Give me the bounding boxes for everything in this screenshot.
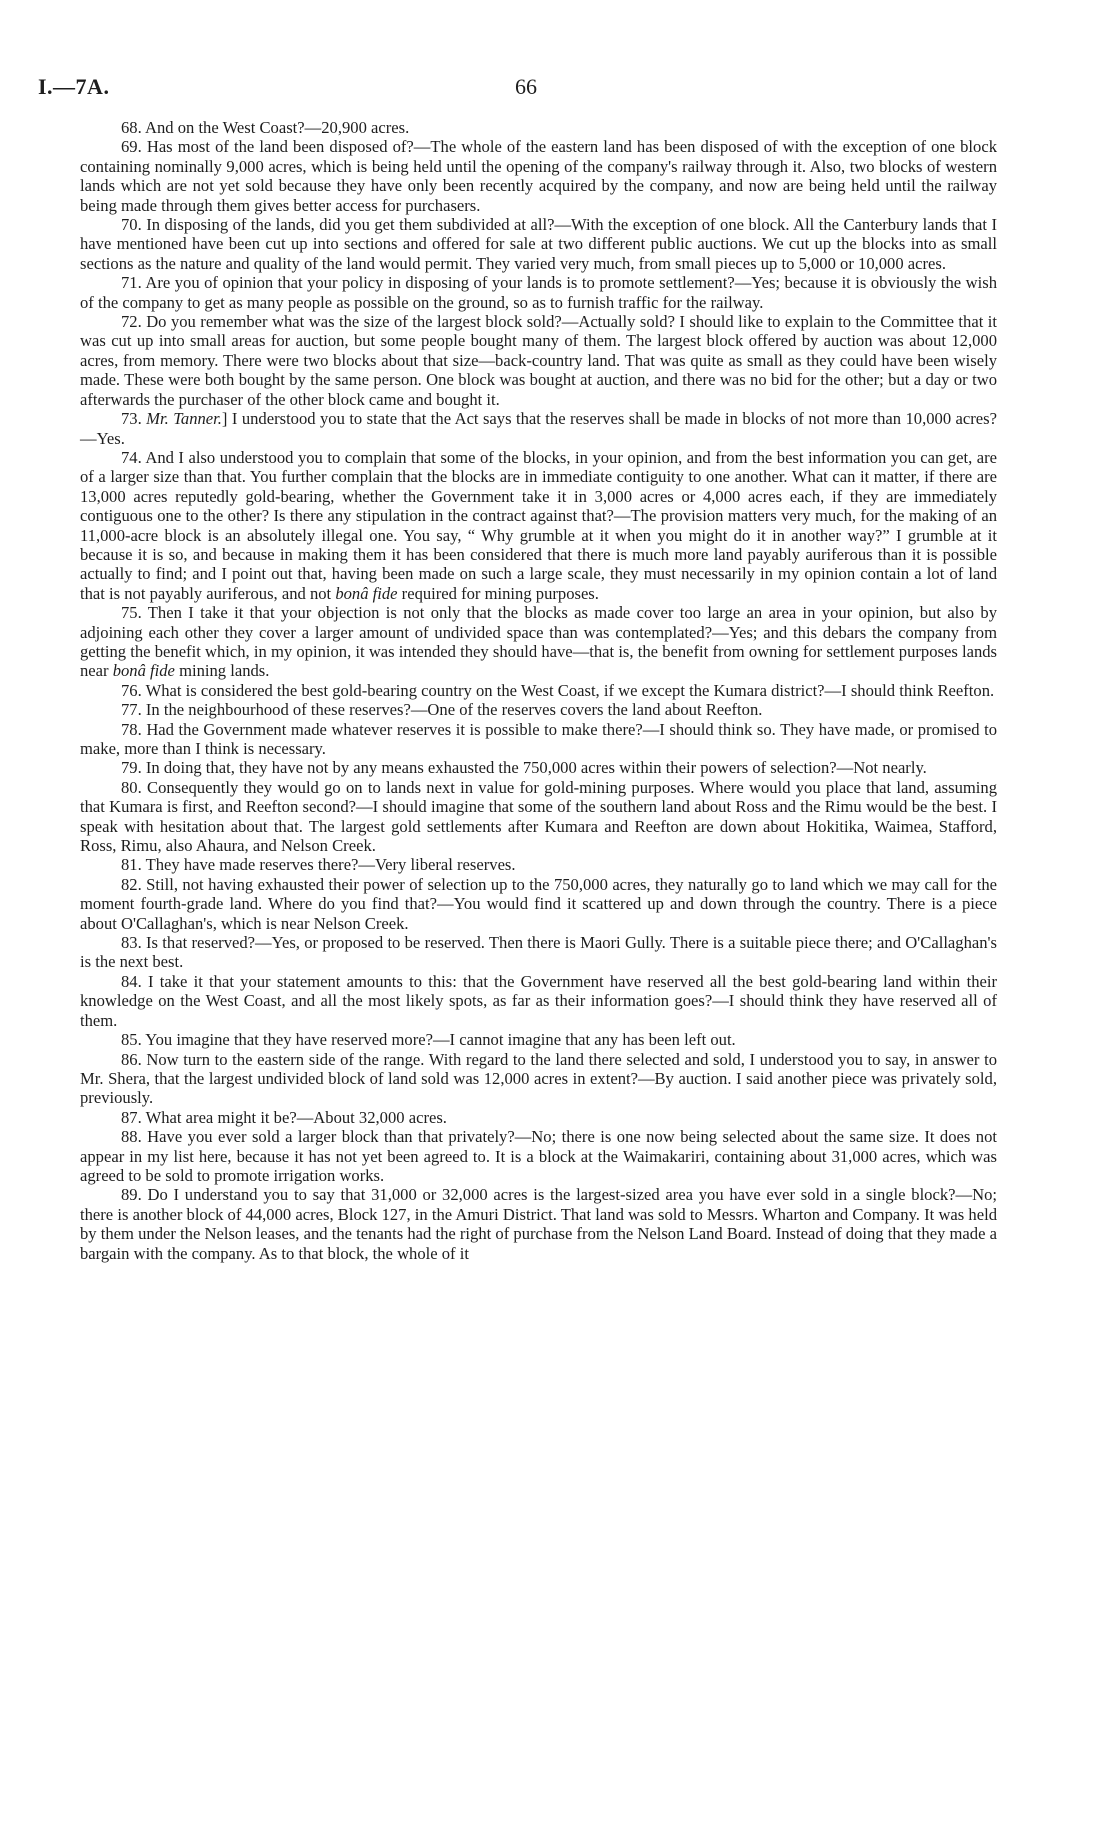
paragraph-85 — [80, 1030, 997, 1049]
paragraph-text: required for mining purposes. — [397, 583, 599, 603]
paragraph-text: 88. Have you ever sold a larger block than that privately?—No; there is one now being selected about the same size. It does not appear in my list here, because it has not yet been agreed to. It is a block at the Waimakariri, containing about 31,000 acres, which was agreed to be sold to promote irrigation works. — [80, 1127, 997, 1185]
paragraph-text: 68. And on the West Coast?—20,900 acres. — [121, 118, 410, 137]
paragraph-75 — [80, 603, 997, 681]
paragraph-83 — [80, 933, 997, 972]
paragraph-text: 78. Had the Government made whatever reserves it is possible to make there?—I should think so. They have made, or promised to make, more than I think is necessary. — [80, 719, 997, 758]
paragraph-text: 76. What is considered the best gold-bearing country on the West Coast, if we except the Kumara district?—I should think Reefton. — [121, 680, 995, 700]
page-header — [38, 74, 1038, 104]
paragraph-text: 81. They have made reserves there?—Very liberal reserves. — [121, 855, 516, 875]
paragraph-text: 87. What area might it be?—About 32,000 acres. — [121, 1107, 447, 1127]
paragraph-text: 79. In doing that, they have not by any means exhausted the 750,000 acres within their powers of selection?—Not nearly. — [121, 758, 927, 778]
paragraph-70 — [80, 215, 997, 273]
paragraph-84 — [80, 972, 997, 1030]
paragraph-text: 82. Still, not having exhausted their power of selection up to the 750,000 acres, they naturally go to land which we may call for the moment fourth-grade land. Where do you find that?—You would find it scattered up and down through the country. There is a piece about O'Callaghan's, which is near Nelson Creek. — [80, 874, 997, 933]
paragraph-text: 80. Consequently they would go on to lands next in value for gold-mining purposes. Where would you place that land, assuming that Kumara is first, and Reefton second?—I should imagine that some of the southern land about Ross and the Rimu would be the best. I speak with hesitation about that. The largest gold settlements after Kumara and Reefton are down about Hokitika, Waimea, Stafford, Ross, Rimu, also Ahaura, and Nelson Creek. — [80, 777, 997, 856]
paragraph-88 — [80, 1127, 997, 1185]
paragraph-69 — [80, 137, 997, 215]
document-body — [80, 118, 997, 1263]
paragraph-text: 84. I take it that your statement amounts to this: that the Government have reserved all the best gold-bearing land within their knowledge on the West Coast, and all the most likely spots, as far as their information goes?—I should think they have reserved all of them. — [80, 971, 997, 1030]
paragraph-text: 77. In the neighbourhood of these reserves?—One of the reserves covers the land about Reefton. — [121, 700, 763, 720]
italic-phrase: bonâ fide — [335, 583, 398, 603]
paragraph-82 — [80, 875, 997, 933]
paragraph-text: 83. Is that reserved?—Yes, or proposed to be reserved. Then there is Maori Gully. There is a suitable piece there; and O'Callaghan's is the next best. — [80, 933, 997, 972]
paragraph-text: 69. Has most of the land been disposed of?—The whole of the eastern land has been disposed of with the exception of one block containing nominally 9,000 acres, which is being held until the opening of the company's railway through it. Also, two blocks of western lands which are not yet sold because they have only been recently acquired by the company, and now are being held until the railway being made through them gives better access for purchasers. — [80, 137, 997, 215]
paragraph-89 — [80, 1185, 997, 1263]
paragraph-text: 74. And I also understood you to complain that some of the blocks, in your opinion, and from the best information you can get, are of a larger size than that. You further complain that the blocks are in immediate contiguity to one another. What can it matter, if there are 13,000 acres reputedly gold-bearing, whether the Government take it in 3,000 acres or 4,000 acres each, if they are immediately contiguous one to the other? Is there any stipulation in the contract against that?—The provision matters very much, for the making of an 11,000-acre block is an absolutely illegal one. You say, “ Why grumble at it when you might do it in another way?” I grumble at it because it is so, and because in making them it has been considered that there is much more land payably auriferous than it is possible actually to find; and I point out that, having been made on such a large scale, they must necessarily in my opinion contain a lot of land that is not payably auriferous, and not — [80, 447, 997, 603]
paragraph-text: 89. Do I understand you to say that 31,000 or 32,000 acres is the largest-sized area you have ever sold in a single block?—No; there is another block of 44,000 acres, Block 127, in the Amuri District. That land was sold to Messrs. Wharton and Company. It was held by them under the Nelson leases, and the tenants had the right of purchase from the Nelson Land Board. Instead of doing that they made a bargain with the company. As to that block, the whole of it — [80, 1185, 997, 1263]
paragraph-text: 70. In disposing of the lands, did you get them subdivided at all?—With the exception of one block. All the Canterbury lands that I have mentioned have been cut up into sections and offered for sale at two different public auctions. We cut up the blocks into as small sections as the nature and quality of the land would permit. They varied very much, from small pieces up to 5,000 or 10,000 acres. — [80, 215, 997, 273]
document-code: I.—7A. — [38, 74, 110, 99]
paragraph-text: 85. You imagine that they have reserved more?—I cannot imagine that any has been left out. — [121, 1030, 736, 1050]
paragraph-81 — [80, 855, 997, 874]
paragraph-text: 71. Are you of opinion that your policy in disposing of your lands is to promote settlement?—Yes; because it is obviously the wish of the company to get as many people as possible on the ground, so as to furnish traffic for the railway. — [80, 273, 997, 312]
paragraph-86 — [80, 1050, 997, 1108]
paragraph-80 — [80, 778, 997, 856]
paragraph-text: 75. Then I take it that your objection is not only that the blocks as made cover too large an area in your opinion, but also by adjoining each other they cover a larger amount of undivided space than was contemplated?—Yes; and this debars the company from getting the benefit which, in my opinion, it was intended they should have—that is, the benefit from owning for settlement purposes lands near — [80, 603, 997, 681]
paragraph-79 — [80, 758, 997, 777]
paragraph-text: ] I understood you to state that the Act says that the reserves shall be made in blocks of not more than 10,000 acres?—Yes. — [80, 409, 997, 448]
paragraph-77 — [80, 700, 997, 719]
italic-phrase: bonâ fide — [112, 661, 175, 681]
page-number: 66 — [515, 74, 537, 99]
paragraph-text: mining lands. — [174, 661, 270, 681]
paragraph-68 — [80, 118, 997, 137]
paragraph-text: 72. Do you remember what was the size of the largest block sold?—Actually sold? I should like to explain to the Committee that it was cut up into small areas for auction, but some people bought many of them. The largest block offered by auction was about 12,000 acres, from memory. There were two blocks about that size—back-country land. That was quite as small as they could have been wisely made. These were both bought by the same person. One block was bought at auction, and there was no bid for the other; but a day or two afterwards the purchaser of the other block came and bought it. — [80, 312, 997, 409]
paragraph-text: 86. Now turn to the eastern side of the range. With regard to the land there selected and sold, I understood you to say, in answer to Mr. Shera, that the largest undivided block of land sold was 12,000 acres in extent?—By auction. I said another piece was privately sold, previously. — [80, 1049, 997, 1108]
paragraph-87 — [80, 1108, 997, 1127]
speaker-name: Mr. Tanner. — [146, 409, 222, 429]
paragraph-72 — [80, 312, 997, 409]
paragraph-73 — [80, 409, 997, 448]
paragraph-71 — [80, 273, 997, 312]
paragraph-74 — [80, 448, 997, 603]
paragraph-number: 73. — [121, 409, 147, 429]
paragraph-78 — [80, 720, 997, 759]
paragraph-76 — [80, 681, 997, 700]
